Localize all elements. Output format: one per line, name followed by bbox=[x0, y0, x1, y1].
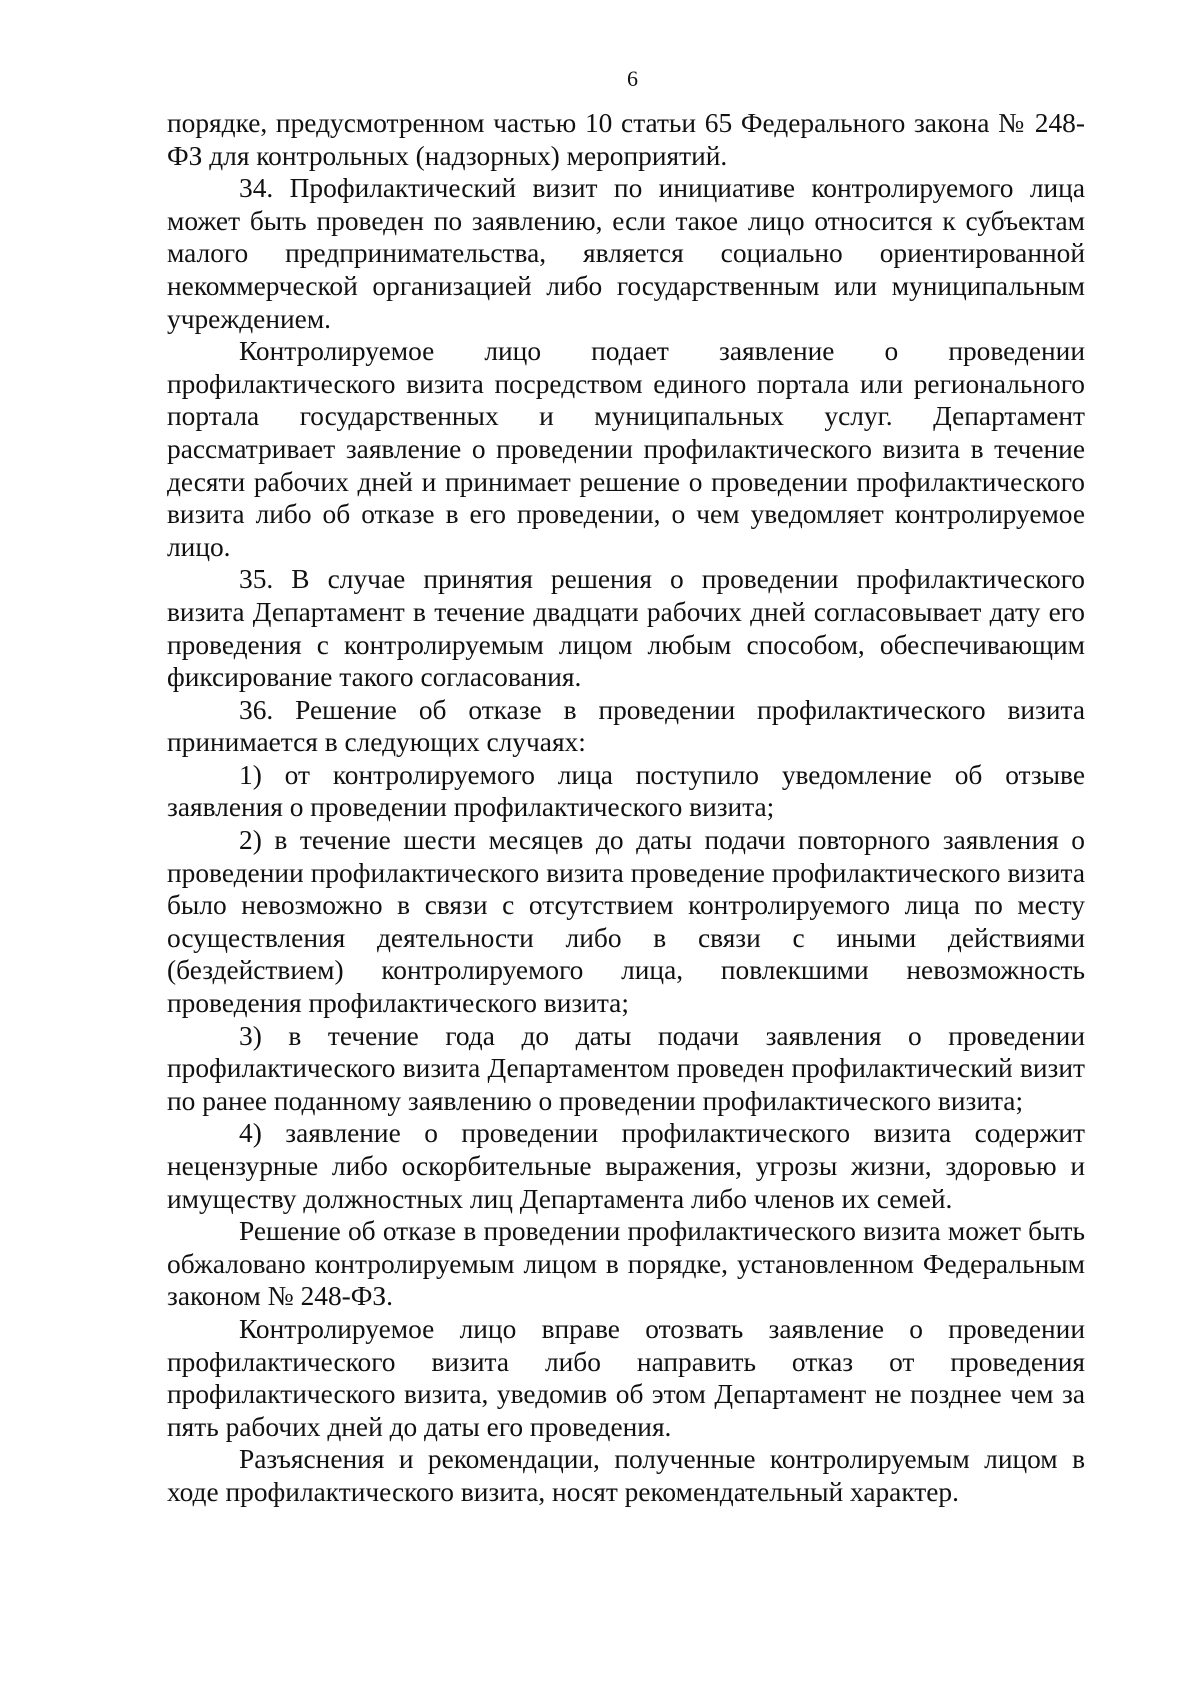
document-body bbox=[167, 107, 1085, 1509]
page-number: 6 bbox=[627, 66, 638, 91]
paragraph-continuation: порядке, предусмотренном частью 10 статьи 65 Федерального закона № 248-ФЗ для контрольных (надзорных) мероприятий. bbox=[167, 108, 1085, 171]
list-item-1: 1) от контролируемого лица поступило уведомление об отзыве заявления о проведении профилактического визита; bbox=[167, 759, 1085, 823]
list-item-3: 3) в течение года до даты подачи заявления о проведении профилактического визита Департаментом проведен профилактический визит по ранее поданному заявлению о проведении профилактического визита; bbox=[167, 1020, 1085, 1116]
paragraph-withdrawal: Контролируемое лицо вправе отозвать заявление о проведении профилактического визита либо направить отказ от проведения профилактического визита, уведомив об этом Департамент не позднее чем за пять рабочих дней до даты его проведения. bbox=[167, 1313, 1085, 1442]
list-item-4: 4) заявление о проведении профилактического визита содержит нецензурные либо оскорбительные выражения, угрозы жизни, здоровью и имуществу должностных лиц Департамента либо членов их семей. bbox=[167, 1118, 1085, 1214]
paragraph-appeal: Решение об отказе в проведении профилактического визита может быть обжаловано контролируемым лицом в порядке, установленном Федеральным законом № 248-ФЗ. bbox=[167, 1216, 1085, 1312]
paragraph-recommendations: Разъяснения и рекомендации, полученные контролируемым лицом в ходе профилактического визита, носят рекомендательный характер. bbox=[167, 1444, 1085, 1507]
paragraph-35: 35. В случае принятия решения о проведении профилактического визита Департамент в течение двадцати рабочих дней согласовывает дату его проведения с контролируемым лицом любым способом, обеспечивающим фиксирование такого согласования. bbox=[167, 564, 1085, 693]
paragraph-34: 34. Профилактический визит по инициативе контролируемого лица может быть проведен по заявлению, если такое лицо относится к субъектам малого предпринимательства, является социально ориентированной некоммерческой организацией либо государственным или муниципальным учреждением. bbox=[167, 173, 1085, 334]
list-item-2: 2) в течение шести месяцев до даты подачи повторного заявления о проведении профилактического визита проведение профилактического визита было невозможно в связи с отсутствием контролируемого лица по месту осуществления деятельности либо в связи с иными действиями (бездействием) контролируемого лица, повлекшими невозможность проведения профилактического визита; bbox=[167, 825, 1085, 1019]
paragraph-34-application: Контролируемое лицо подает заявление о проведении профилактического визита посредством единого портала или регионального портала государственных и муниципальных услуг. Департамент рассматривает заявление о проведении профилактического визита в течение десяти рабочих дней и принимает решение о проведении профилактического визита либо об отказе в его проведении, о чем уведомляет контролируемое лицо. bbox=[167, 336, 1085, 562]
paragraph-36: 36. Решение об отказе в проведении профилактического визита принимается в следующих случаях: bbox=[167, 694, 1085, 758]
